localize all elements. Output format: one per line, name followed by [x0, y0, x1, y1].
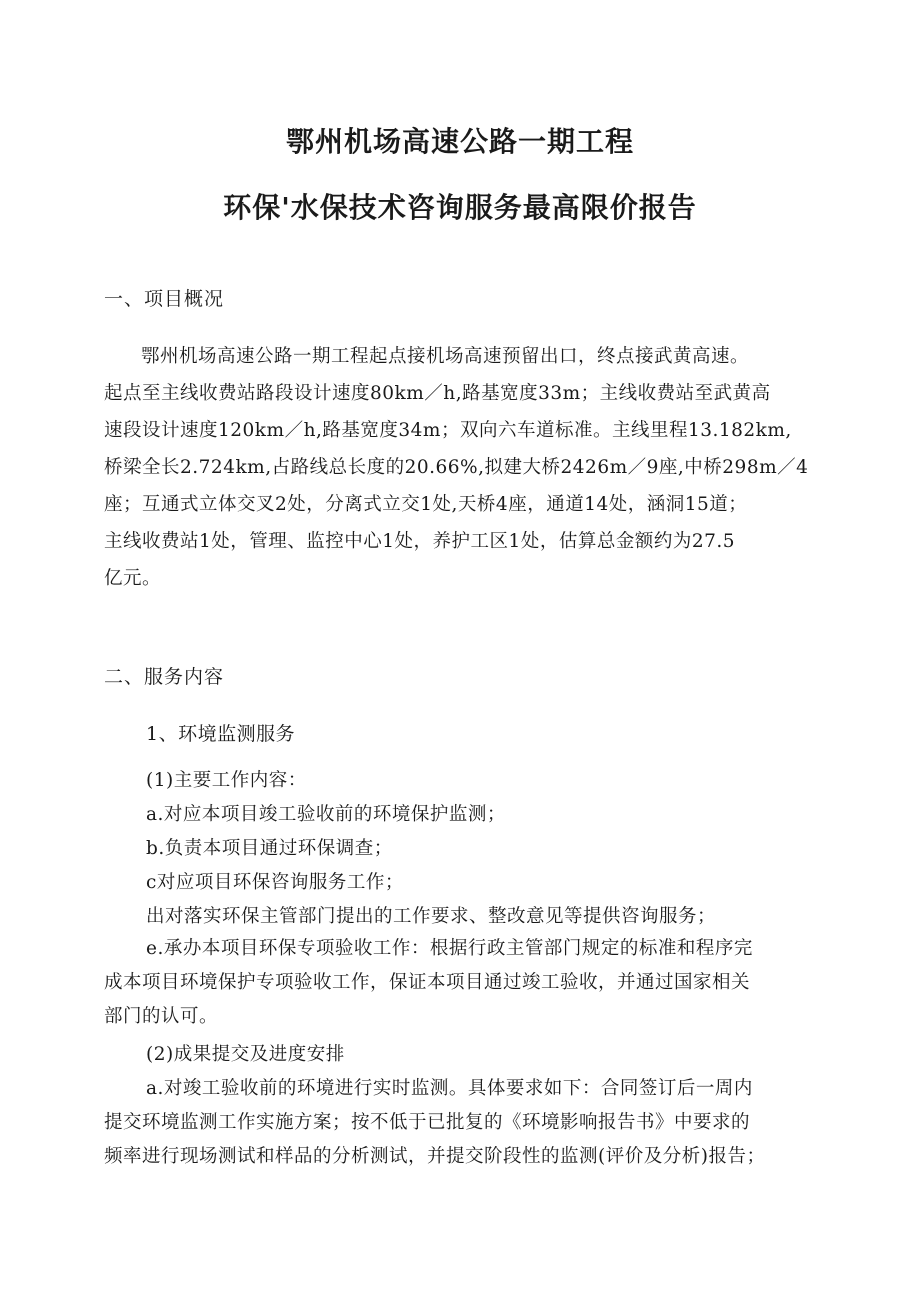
- item2-heading: (2)成果提交及进度安排: [146, 1044, 345, 1065]
- paragraph-line: 主线收费站1处，管理、监控中心1处，养护工区1处，估算总金额约为27.5: [104, 531, 736, 552]
- paragraph-line: e.承办本项目环保专项验收工作：根据行政主管部门规定的标准和程序完: [146, 938, 753, 959]
- paragraph-line: 成本项目环境保护专项验收工作，保证本项目通过竣工验收，并通过国家相关: [104, 972, 751, 993]
- paragraph-line: 速段设计速度120km／h,路基宽度34m；双向六车道标准。主线里程13.182km,: [104, 420, 792, 441]
- item-a: a.对应本项目竣工验收前的环境保护监测；: [146, 804, 506, 825]
- paragraph-line: 座；互通式立体交叉2处，分离式立交1处,天桥4座，通道14处，涵洞15道；: [104, 494, 748, 515]
- paragraph-line: 起点至主线收费站路段设计速度80km／h,路基宽度33m；主线收费站至武黄高: [104, 383, 771, 404]
- paragraph-line: 频率进行现场测试和样品的分析测试，并提交阶段性的监测(评价及分析)报告；: [104, 1146, 766, 1167]
- paragraph-line: 亿元。: [104, 568, 162, 589]
- section2-heading: 二、服务内容: [104, 666, 225, 688]
- document-title-line1: 鄂州机场高速公路一期工程: [285, 125, 634, 158]
- item-e-paragraph: [104, 932, 804, 1034]
- item1-heading: (1)主要工作内容：: [146, 770, 307, 791]
- paragraph-line: 部门的认可。: [104, 1006, 219, 1027]
- item-c: c对应项目环保咨询服务工作；: [146, 872, 404, 893]
- item-b: b.负责本项目通过环保调查；: [146, 838, 393, 859]
- item-d: 出对落实环保主管部门提出的工作要求、整改意见等提供咨询服务；: [146, 906, 717, 927]
- subsection1-heading: 1、环境监测服务: [146, 723, 296, 745]
- paragraph-line: 鄂州机场高速公路一期工程起点接机场高速预留出口，终点接武黄高速。: [141, 346, 750, 367]
- section1-paragraph: [104, 338, 809, 597]
- item2-a-paragraph: [104, 1072, 804, 1174]
- paragraph-line: a.对竣工验收前的环境进行实时监测。具体要求如下：合同签订后一周内: [146, 1078, 753, 1099]
- document-title-line2: 环保'水保技术咨询服务最高限价报告: [223, 191, 697, 224]
- paragraph-line: 提交环境监测工作实施方案；按不低于已批复的《环境影响报告书》中要求的: [104, 1112, 751, 1133]
- section1-heading: 一、项目概况: [104, 288, 225, 310]
- paragraph-line: 桥梁全长2.724km,占路线总长度的20.66%,拟建大桥2426m／9座,中桥298m／4: [104, 457, 809, 478]
